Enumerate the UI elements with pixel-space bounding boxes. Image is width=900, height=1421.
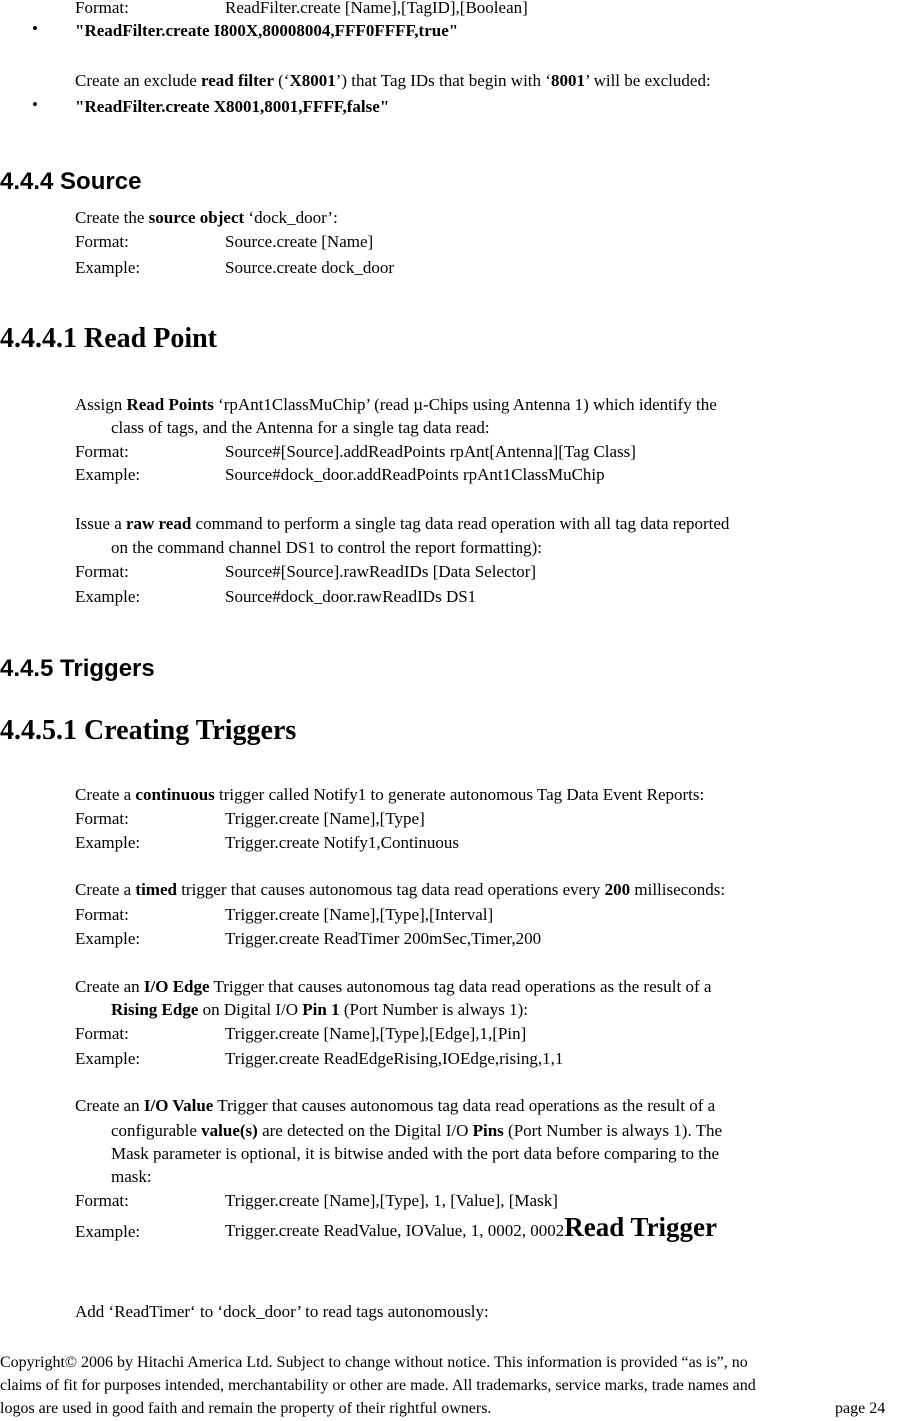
- example-label: Example:: [75, 1222, 141, 1241]
- continuous-trigger-text: Create a continuous trigger called Notify1 to generate autonomous Tag Data Event Reports:: [75, 785, 705, 804]
- format-label: Format:: [75, 809, 129, 828]
- example-label: Example:: [75, 465, 141, 484]
- example-value: Trigger.create Notify1,Continuous: [225, 833, 460, 852]
- io-edge-trigger-text: Create an I/O Edge Trigger that causes autonomous tag data read operations as the result of a: [75, 977, 712, 996]
- example-value: Source#dock_door.addReadPoints rpAnt1ClassMuChip: [225, 465, 605, 484]
- example-value: Trigger.create ReadValue, IOValue, 1, 0002, 0002: [225, 1221, 565, 1240]
- footer-copyright-line2: claims of fit for purposes intended, merchantability or other are made. All trademarks, service marks, trade names and: [0, 1377, 756, 1394]
- format-value: Trigger.create [Name],[Type]: [225, 809, 425, 828]
- format-label: Format:: [75, 562, 129, 581]
- format-value: Trigger.create [Name],[Type], 1, [Value], [Mask]: [225, 1191, 558, 1210]
- bullet-icon: •: [32, 95, 38, 114]
- format-value: ReadFilter.create [Name],[TagID],[Boolean]: [225, 0, 528, 17]
- format-label: Format:: [75, 442, 129, 461]
- example-label: Example:: [75, 929, 141, 948]
- example-label: Example:: [75, 833, 141, 852]
- raw-read-text-line2: on the command channel DS1 to control the report formatting):: [111, 538, 543, 557]
- footer-copyright-line3: logos are used in good faith and remain the property of their rightful owners.: [0, 1400, 492, 1417]
- format-value: Source.create [Name]: [225, 232, 374, 251]
- io-value-trigger-text-line2: configurable value(s) are detected on the Digital I/O Pins (Port Number is always 1). The: [111, 1121, 723, 1140]
- io-value-trigger-text-line3: Mask parameter is optional, it is bitwise anded with the port data before comparing to the: [111, 1144, 720, 1163]
- format-label: Format:: [75, 232, 129, 251]
- section-heading-source: 4.4.4 Source: [0, 168, 142, 195]
- format-value: Source#[Source].rawReadIDs [Data Selector]: [225, 562, 537, 581]
- io-edge-trigger-text-line2: Rising Edge on Digital I/O Pin 1 (Port Number is always 1):: [111, 1000, 528, 1019]
- bullet-command-1: "ReadFilter.create I800X,80008004,FFF0FFFF,true": [75, 21, 459, 40]
- example-value: Source.create dock_door: [225, 258, 394, 277]
- example-label: Example:: [75, 1049, 141, 1068]
- raw-read-text: Issue a raw read command to perform a single tag data read operation with all tag data reported: [75, 514, 730, 533]
- source-intro: Create the source object ‘dock_door’:: [75, 208, 338, 227]
- io-value-trigger-text: Create an I/O Value Trigger that causes autonomous tag data read operations as the result of a: [75, 1096, 716, 1115]
- read-trigger-heading: Read Trigger: [564, 1212, 718, 1242]
- format-value: Trigger.create [Name],[Type],[Edge],1,[Pin]: [225, 1024, 527, 1043]
- example-value: Trigger.create ReadTimer 200mSec,Timer,200: [225, 929, 542, 948]
- assign-read-points-text-line2: class of tags, and the Antenna for a single tag data read:: [111, 418, 490, 437]
- format-label: Format:: [75, 1191, 129, 1210]
- format-value: Source#[Source].addReadPoints rpAnt[Antenna][Tag Class]: [225, 442, 636, 461]
- assign-read-points-text: Assign Read Points ‘rpAnt1ClassMuChip’ (read µ-Chips using Antenna 1) which identify the: [75, 395, 717, 414]
- section-heading-read-point: 4.4.4.1 Read Point: [0, 323, 217, 354]
- example-label: Example:: [75, 587, 141, 606]
- example-value: Source#dock_door.rawReadIDs DS1: [225, 587, 477, 606]
- timed-trigger-text: Create a timed trigger that causes autonomous tag data read operations every 200 milliseconds:: [75, 880, 726, 899]
- bullet-icon: •: [32, 19, 38, 38]
- footer-copyright-line1: Copyright© 2006 by Hitachi America Ltd. Subject to change without notice. This information is provided “as is”, no: [0, 1354, 748, 1371]
- format-label: Format:: [75, 0, 129, 17]
- format-label: Format:: [75, 905, 129, 924]
- section-heading-creating-triggers: 4.4.5.1 Creating Triggers: [0, 715, 297, 746]
- io-value-trigger-text-line4: mask:: [111, 1167, 152, 1186]
- page-number: page 24: [835, 1400, 886, 1417]
- section-heading-triggers: 4.4.5 Triggers: [0, 655, 155, 682]
- exclude-filter-text: Create an exclude read filter (‘X8001’) that Tag IDs that begin with ‘8001’ will be excluded:: [75, 71, 711, 90]
- format-value: Trigger.create [Name],[Type],[Interval]: [225, 905, 494, 924]
- format-label: Format:: [75, 1024, 129, 1043]
- example-value-with-heading: [225, 1212, 718, 1242]
- add-readtimer-text: Add ‘ReadTimer‘ to ‘dock_door’ to read tags autonomously:: [75, 1302, 489, 1321]
- bullet-command-2: "ReadFilter.create X8001,8001,FFFF,false": [75, 97, 390, 116]
- example-value: Trigger.create ReadEdgeRising,IOEdge,rising,1,1: [225, 1049, 564, 1068]
- example-label: Example:: [75, 258, 141, 277]
